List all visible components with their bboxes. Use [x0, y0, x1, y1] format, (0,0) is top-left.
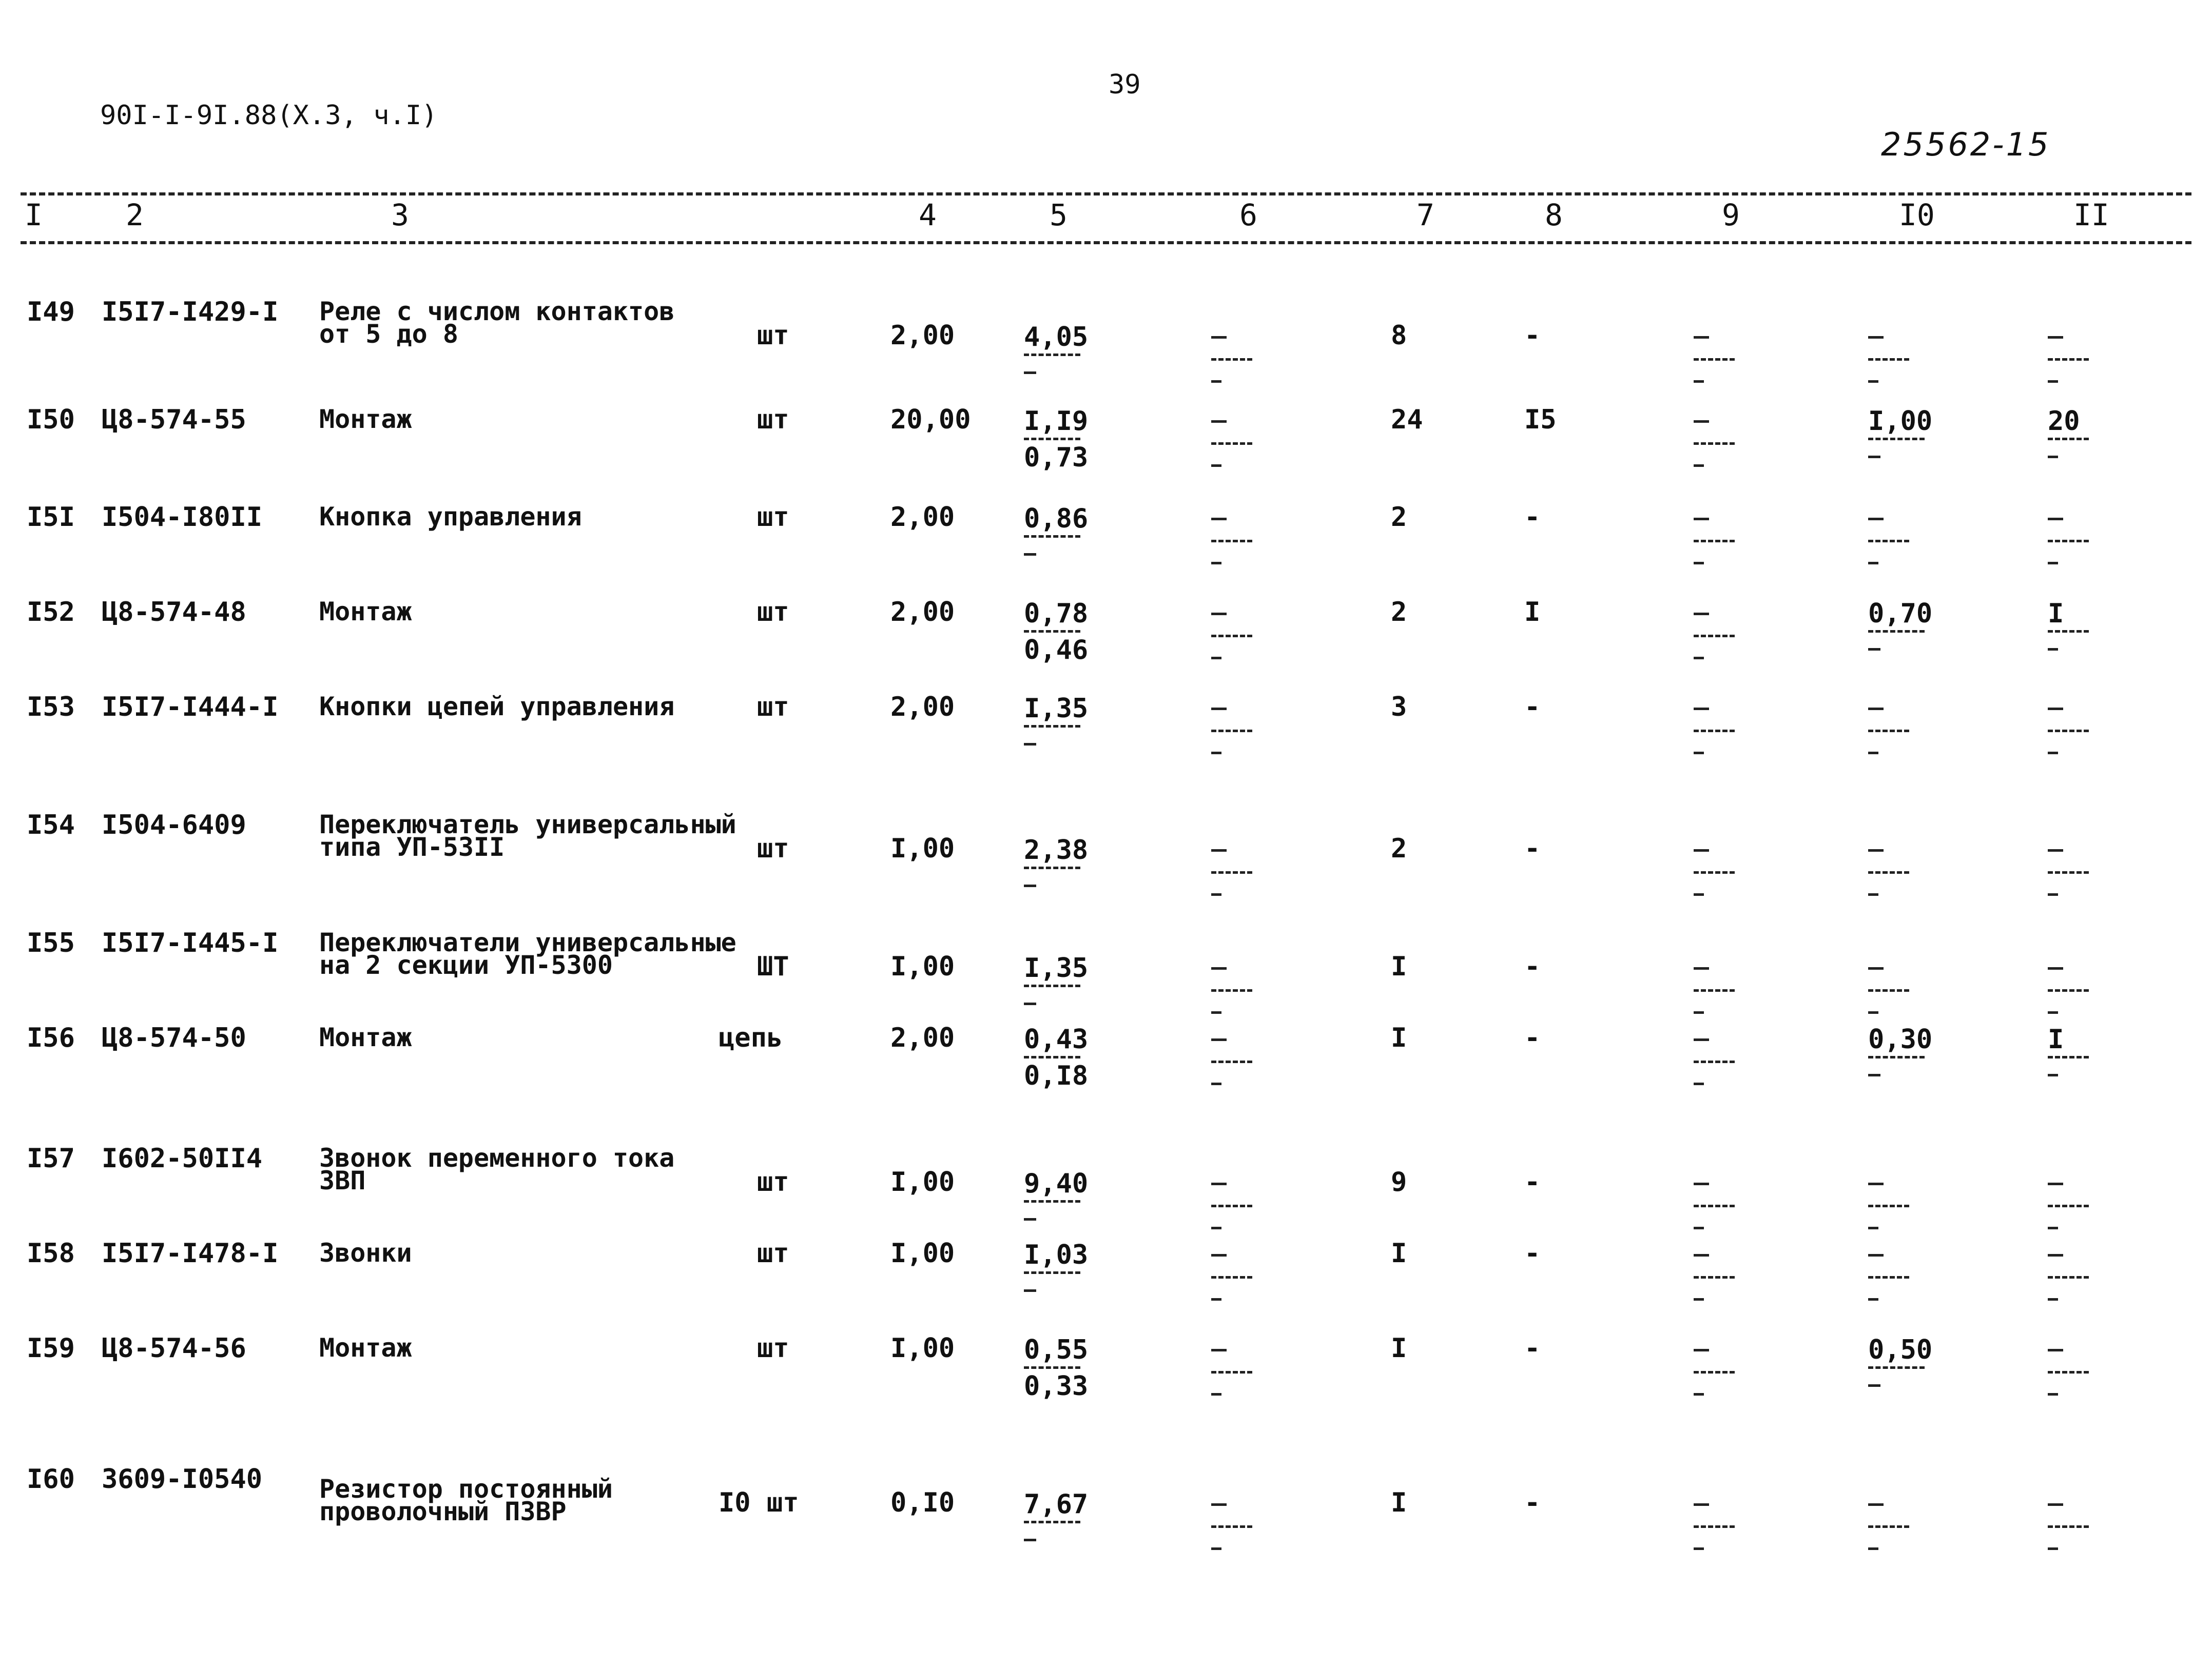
column-header-4: 4: [919, 198, 937, 232]
quantity: I,00: [890, 1238, 955, 1269]
unit: шт: [757, 404, 789, 435]
unit-cost-fraction: [1024, 600, 1088, 663]
item-description: [319, 297, 675, 349]
quantity: I,00: [890, 1167, 955, 1198]
unit-cost-total: I,35: [1024, 953, 1089, 984]
handwritten-stamp-number: 25562-15: [1881, 126, 2051, 163]
item-description: [319, 502, 582, 532]
unit-cost-fraction: [1024, 408, 1088, 471]
unit-cost-fraction: [1024, 1491, 1088, 1541]
col10-fraction: [1868, 600, 1932, 651]
row-number: I49: [27, 297, 75, 327]
price-code: Ц8-574-48: [102, 597, 246, 627]
row-number: I54: [27, 810, 75, 840]
col8-value: -: [1524, 692, 1541, 722]
item-description: [319, 404, 412, 434]
col8-value: -: [1524, 833, 1541, 864]
col11-value: I: [2048, 1024, 2064, 1055]
empty-cell-col6: [1211, 505, 1257, 564]
column-header-10: I0: [1899, 198, 1935, 232]
unit-cost-fraction: [1024, 1026, 1088, 1089]
quantity: 2,00: [890, 320, 955, 351]
col8-value: -: [1524, 1487, 1541, 1518]
unit: шт: [757, 1333, 789, 1364]
empty-cell-col9: [1694, 695, 1740, 754]
unit-cost-total: 0,43: [1024, 1024, 1089, 1055]
col11-fraction: [2048, 1026, 2089, 1076]
empty-cell-col10: [1868, 955, 1914, 1014]
table-row: [0, 404, 2212, 473]
price-code: I602-50II4: [102, 1143, 263, 1174]
description-line: Переключатель универсальный: [319, 810, 736, 839]
col10-value: I,00: [1868, 406, 1933, 437]
empty-cell-col9: [1694, 1242, 1740, 1301]
price-code: 3609-I0540: [102, 1464, 263, 1495]
unit-cost-total: 0,78: [1024, 598, 1089, 629]
description-line: Звонок переменного тока: [319, 1143, 675, 1173]
column-header-9: 9: [1722, 198, 1740, 232]
unit-cost-fraction: [1024, 1337, 1088, 1400]
quantity: 0,I0: [890, 1487, 955, 1518]
description-line: Резистор постоянный: [319, 1474, 613, 1504]
row-number: I55: [27, 928, 75, 958]
description-line: Кнопка управления: [319, 502, 582, 532]
col7-value: I: [1391, 1238, 1407, 1269]
empty-cell-col11: [2048, 1242, 2094, 1301]
description-line: Реле с числом контактов: [319, 297, 675, 326]
item-description: [319, 928, 736, 980]
empty-cell-col10: [1868, 837, 1914, 896]
empty-cell-col10: [1868, 695, 1914, 754]
empty-cell-col11: [2048, 1170, 2094, 1229]
col7-value: 2: [1391, 833, 1407, 864]
item-description: [319, 597, 412, 626]
unit-cost-fraction: [1024, 1242, 1088, 1292]
col8-value: -: [1524, 951, 1541, 982]
quantity: I,00: [890, 951, 955, 982]
empty-cell-col6: [1211, 1491, 1257, 1550]
description-line: проволочный ПЗВР: [319, 1497, 567, 1526]
quantity: I,00: [890, 1333, 955, 1364]
unit-cost-total: I,03: [1024, 1240, 1089, 1270]
row-number: I60: [27, 1464, 75, 1495]
unit-cost-total: 9,40: [1024, 1168, 1089, 1199]
empty-cell-col6: [1211, 324, 1257, 383]
table-row: [0, 1333, 2212, 1402]
unit-cost-total: 0,86: [1024, 503, 1089, 534]
col10-fraction: [1868, 1337, 1932, 1387]
item-description: [319, 1474, 613, 1526]
table-row: [0, 1023, 2212, 1091]
price-code: Ц8-574-56: [102, 1333, 246, 1364]
column-header-2: 2: [126, 198, 144, 232]
col11-fraction: [2048, 600, 2089, 651]
empty-cell-col6: [1211, 1337, 1257, 1396]
col7-value: I: [1391, 1333, 1407, 1364]
quantity: 2,00: [890, 692, 955, 722]
col8-value: -: [1524, 1333, 1541, 1364]
empty-cell-col11: [2048, 837, 2094, 896]
unit: ШТ: [757, 951, 789, 982]
row-number: I56: [27, 1023, 75, 1053]
empty-cell-col10: [1868, 1170, 1914, 1229]
unit: шт: [757, 833, 789, 864]
item-description: [319, 1143, 675, 1195]
empty-cell-col9: [1694, 1170, 1740, 1229]
col7-value: 24: [1391, 404, 1423, 435]
unit-cost-total: I,35: [1024, 693, 1089, 724]
item-description: [319, 1238, 412, 1268]
empty-cell-col10: [1868, 505, 1914, 564]
col8-value: -: [1524, 502, 1541, 533]
col10-value: 0,50: [1868, 1335, 1933, 1365]
row-number: I50: [27, 404, 75, 435]
empty-cell-col11: [2048, 1337, 2094, 1396]
column-header-5: 5: [1050, 198, 1068, 232]
col7-value: 8: [1391, 320, 1407, 351]
description-line: Кнопки цепей управления: [319, 692, 675, 721]
empty-cell-col11: [2048, 1491, 2094, 1550]
table-row: [0, 1143, 2212, 1199]
unit-cost-fraction: [1024, 324, 1088, 374]
quantity: 2,00: [890, 1023, 955, 1053]
col11-fraction: [2048, 408, 2089, 458]
description-line: Монтаж: [319, 1333, 412, 1363]
col7-value: I: [1391, 951, 1407, 982]
empty-cell-col9: [1694, 1337, 1740, 1396]
table-row: [0, 810, 2212, 866]
empty-cell-col10: [1868, 324, 1914, 383]
empty-cell-col9: [1694, 955, 1740, 1014]
empty-cell-col11: [2048, 324, 2094, 383]
unit-cost-fraction: [1024, 1170, 1088, 1221]
row-number: I52: [27, 597, 75, 627]
empty-cell-col10: [1868, 1242, 1914, 1301]
empty-cell-col6: [1211, 600, 1257, 659]
quantity: 20,00: [890, 404, 971, 435]
description-line: Монтаж: [319, 404, 412, 434]
empty-cell-col9: [1694, 1026, 1740, 1085]
col10-fraction: [1868, 408, 1932, 458]
col8-value: I5: [1524, 404, 1557, 435]
table-row: [0, 502, 2212, 534]
table-row: [0, 1238, 2212, 1270]
quantity: I,00: [890, 833, 955, 864]
item-description: [319, 810, 736, 862]
col8-value: -: [1524, 320, 1541, 351]
unit-cost-total: I,I9: [1024, 406, 1089, 437]
price-code: I504-I80II: [102, 502, 263, 533]
unit-cost-wages: 0,73: [1024, 442, 1089, 473]
price-code: I5I7-I444-I: [102, 692, 279, 722]
column-header-8: 8: [1545, 198, 1563, 232]
unit-cost-fraction: [1024, 695, 1088, 746]
item-description: [319, 692, 675, 721]
empty-cell-col11: [2048, 955, 2094, 1014]
column-header-1: I: [25, 198, 43, 232]
empty-cell-col9: [1694, 324, 1740, 383]
page-number: 39: [1109, 69, 1141, 100]
row-number: I59: [27, 1333, 75, 1364]
unit-cost-wages: 0,46: [1024, 635, 1089, 665]
unit-cost-fraction: [1024, 955, 1088, 1005]
table-row: [0, 597, 2212, 665]
col7-value: I: [1391, 1487, 1407, 1518]
empty-cell-col11: [2048, 695, 2094, 754]
col10-value: 0,70: [1868, 598, 1933, 629]
description-line: Переключатели универсальные: [319, 928, 736, 957]
description-line: на 2 секции УП-5300: [319, 950, 613, 980]
col7-value: 9: [1391, 1167, 1407, 1198]
empty-cell-col6: [1211, 1242, 1257, 1301]
table-row: [0, 1464, 2212, 1526]
empty-cell-col6: [1211, 695, 1257, 754]
col8-value: -: [1524, 1023, 1541, 1053]
description-line: Звонки: [319, 1238, 412, 1268]
column-header-7: 7: [1417, 198, 1434, 232]
row-number: I57: [27, 1143, 75, 1174]
col8-value: -: [1524, 1167, 1541, 1198]
unit-cost-total: 2,38: [1024, 835, 1089, 866]
unit: цепь: [719, 1023, 783, 1053]
empty-cell-col9: [1694, 408, 1740, 467]
column-header-6: 6: [1239, 198, 1257, 232]
unit: I0 шт: [719, 1487, 799, 1518]
col7-value: 2: [1391, 502, 1407, 533]
empty-cell-col10: [1868, 1491, 1914, 1550]
unit: шт: [757, 1238, 789, 1269]
document-code: 90I-I-9I.88(X.3, ч.I): [100, 100, 438, 131]
row-number: I53: [27, 692, 75, 722]
unit: шт: [757, 1167, 789, 1198]
unit: шт: [757, 502, 789, 533]
price-code: Ц8-574-50: [102, 1023, 246, 1053]
unit-cost-fraction: [1024, 505, 1088, 556]
description-line: Монтаж: [319, 597, 412, 626]
column-header-3: 3: [391, 198, 409, 232]
header-top-rule: [21, 192, 2191, 195]
col8-value: -: [1524, 1238, 1541, 1269]
unit-cost-total: 7,67: [1024, 1489, 1089, 1520]
empty-cell-col6: [1211, 837, 1257, 896]
unit-cost-fraction: [1024, 837, 1088, 887]
price-code: I504-6409: [102, 810, 246, 840]
col11-value: 20: [2048, 406, 2080, 437]
price-code: I5I7-I429-I: [102, 297, 279, 327]
item-description: [319, 1023, 412, 1052]
unit: шт: [757, 597, 789, 627]
table-row: [0, 297, 2212, 352]
unit-cost-wages: 0,I8: [1024, 1061, 1089, 1091]
description-line: ЗВП: [319, 1166, 366, 1195]
col8-value: I: [1524, 597, 1541, 627]
quantity: 2,00: [890, 597, 955, 627]
unit: шт: [757, 692, 789, 722]
price-code: I5I7-I478-I: [102, 1238, 279, 1269]
col11-value: I: [2048, 598, 2064, 629]
unit-cost-wages: 0,33: [1024, 1371, 1089, 1402]
table-row: [0, 928, 2212, 984]
unit: шт: [757, 320, 789, 351]
empty-cell-col9: [1694, 600, 1740, 659]
col7-value: I: [1391, 1023, 1407, 1053]
empty-cell-col9: [1694, 1491, 1740, 1550]
col7-value: 2: [1391, 597, 1407, 627]
empty-cell-col6: [1211, 408, 1257, 467]
description-line: Монтаж: [319, 1023, 412, 1052]
col7-value: 3: [1391, 692, 1407, 722]
row-number: I58: [27, 1238, 75, 1269]
quantity: 2,00: [890, 502, 955, 533]
item-description: [319, 1333, 412, 1363]
column-header-11: II: [2073, 198, 2109, 232]
unit-cost-total: 4,05: [1024, 322, 1089, 352]
empty-cell-col6: [1211, 955, 1257, 1014]
empty-cell-col9: [1694, 837, 1740, 896]
col10-value: 0,30: [1868, 1024, 1933, 1055]
table-row: [0, 692, 2212, 724]
header-bottom-rule: [21, 241, 2191, 244]
unit-cost-total: 0,55: [1024, 1335, 1089, 1365]
empty-cell-col11: [2048, 505, 2094, 564]
col10-fraction: [1868, 1026, 1932, 1076]
empty-cell-col6: [1211, 1170, 1257, 1229]
empty-cell-col6: [1211, 1026, 1257, 1085]
row-number: I5I: [27, 502, 75, 533]
empty-cell-col9: [1694, 505, 1740, 564]
price-code: I5I7-I445-I: [102, 928, 279, 958]
description-line: типа УП-53II: [319, 832, 505, 862]
price-code: Ц8-574-55: [102, 404, 246, 435]
description-line: от 5 до 8: [319, 319, 458, 349]
